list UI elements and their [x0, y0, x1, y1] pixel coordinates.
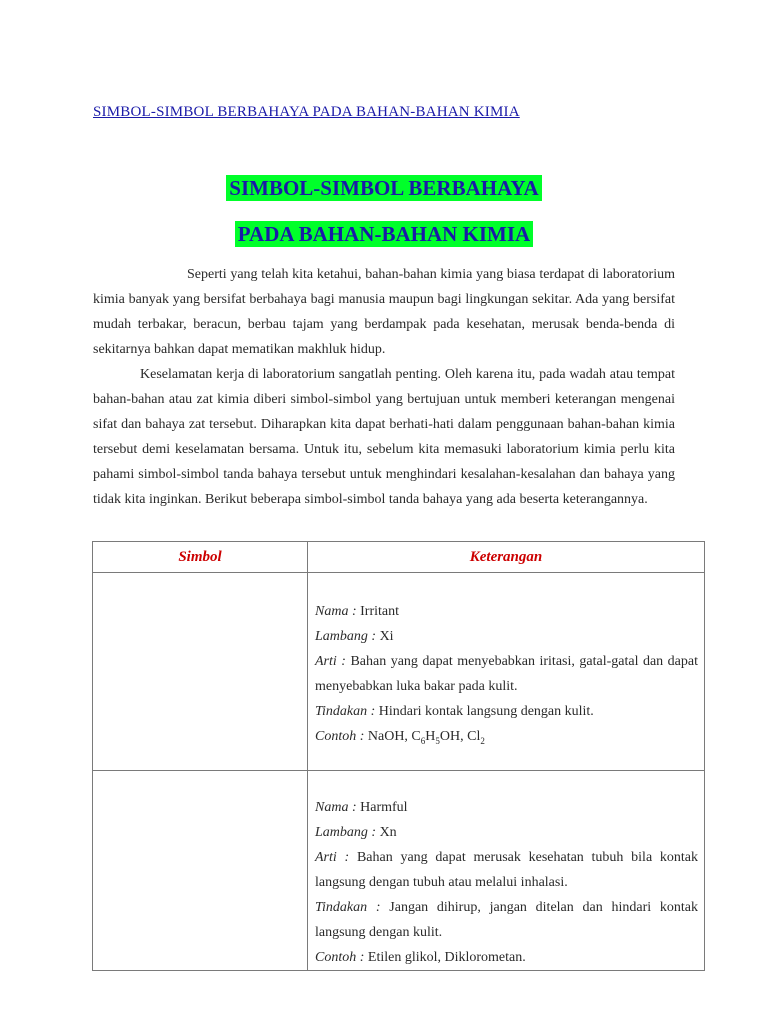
intro-body — [93, 262, 675, 512]
nama-label: Nama : — [315, 604, 357, 619]
header-simbol: Simbol — [93, 542, 308, 573]
title-line2-text: PADA BAHAN-BAHAN KIMIA — [235, 221, 533, 247]
contoh-label: Contoh : — [315, 729, 365, 744]
tindakan-label: Tindakan : — [315, 900, 381, 915]
table-header-row — [93, 542, 705, 573]
contoh-part: NaOH, C — [367, 729, 421, 744]
highlighted-title-line1 — [0, 176, 768, 201]
nama-line — [315, 599, 698, 624]
lambang-line — [315, 624, 698, 649]
highlighted-title-line2 — [0, 222, 768, 247]
tindakan-value: Jangan dihirup, jangan ditelan dan hindari kontak langsung dengan kulit. — [315, 900, 698, 940]
contoh-value: Etilen glikol, Diklorometan. — [367, 950, 526, 965]
contoh-line — [315, 724, 698, 754]
tindakan-line — [315, 699, 698, 724]
document-title-link[interactable]: SIMBOL-SIMBOL BERBAHAYA PADA BAHAN-BAHAN KIMIA — [93, 104, 520, 120]
intro-paragraph-2: Keselamatan kerja di laboratorium sangatlah penting. Oleh karena itu, pada wadah atau tempat bahan-bahan atau zat kimia diberi simbol-simbol yang bertujuan untuk memberi keterangan mengenai sifat dan bahaya zat tersebut. Diharapkan kita dapat berhati-hati dalam penggunaan bahan-bahan kimia tersebut demi keselamatan bersama. Untuk itu, sebelum kita memasuki laboratorium kimia perlu kita pahami simbol-simbol tanda bahaya tersebut untuk menghindari kesalahan-kesalahan dan bahaya yang tidak kita inginkan. Berikut beberapa simbol-simbol tanda bahaya yang ada beserta keterangannya. — [93, 367, 675, 507]
contoh-value — [368, 729, 485, 744]
desc-cell-irritant — [308, 573, 705, 771]
contoh-sub: 6 — [420, 735, 426, 746]
table-row — [93, 771, 705, 971]
hazard-symbol-table — [92, 541, 705, 971]
arti-label: Arti : — [315, 850, 350, 865]
contoh-line — [315, 945, 698, 970]
desc-cell-harmful — [308, 771, 705, 971]
arti-label: Arti : — [315, 654, 346, 669]
symbol-cell-irritant — [93, 573, 308, 771]
arti-line — [315, 845, 698, 895]
intro-paragraph-1: Seperti yang telah kita ketahui, bahan-bahan kimia yang biasa terdapat di laboratorium kimia banyak yang bersifat berbahaya bagi manusia maupun bagi lingkungan sekitar. Ada yang bersifat mudah terbakar, beracun, berbau tajam yang berdampak pada kesehatan, merusak benda-benda di sekitarnya bahkan dapat mematikan makhluk hidup. — [93, 267, 675, 357]
arti-value: Bahan yang dapat menyebabkan iritasi, gatal-gatal dan dapat menyebabkan luka bakar pada kulit. — [315, 654, 698, 694]
tindakan-line — [315, 895, 698, 945]
tindakan-label: Tindakan : — [315, 704, 376, 719]
nama-value: Irritant — [360, 604, 399, 619]
lambang-value: Xn — [379, 825, 397, 840]
lambang-label: Lambang : — [315, 825, 377, 840]
table-row — [93, 573, 705, 771]
contoh-part: OH, Cl — [439, 729, 481, 744]
lambang-line — [315, 820, 698, 845]
symbol-cell-harmful — [93, 771, 308, 971]
arti-value: Bahan yang dapat merusak kesehatan tubuh bila kontak langsung dengan tubuh atau melalui inhalasi. — [315, 850, 699, 890]
nama-label: Nama : — [315, 800, 357, 815]
contoh-sub: 5 — [435, 735, 440, 746]
contoh-label: Contoh : — [315, 950, 365, 965]
lambang-value: Xi — [379, 629, 394, 644]
title-line1-text: SIMBOL-SIMBOL BERBAHAYA — [226, 175, 541, 201]
tindakan-value: Hindari kontak langsung dengan kulit. — [378, 704, 594, 719]
contoh-sub: 2 — [480, 735, 485, 746]
nama-value: Harmful — [360, 800, 408, 815]
nama-line — [315, 795, 698, 820]
arti-line — [315, 649, 698, 699]
header-keterangan: Keterangan — [308, 542, 705, 573]
lambang-label: Lambang : — [315, 629, 377, 644]
contoh-part: H — [425, 729, 436, 744]
